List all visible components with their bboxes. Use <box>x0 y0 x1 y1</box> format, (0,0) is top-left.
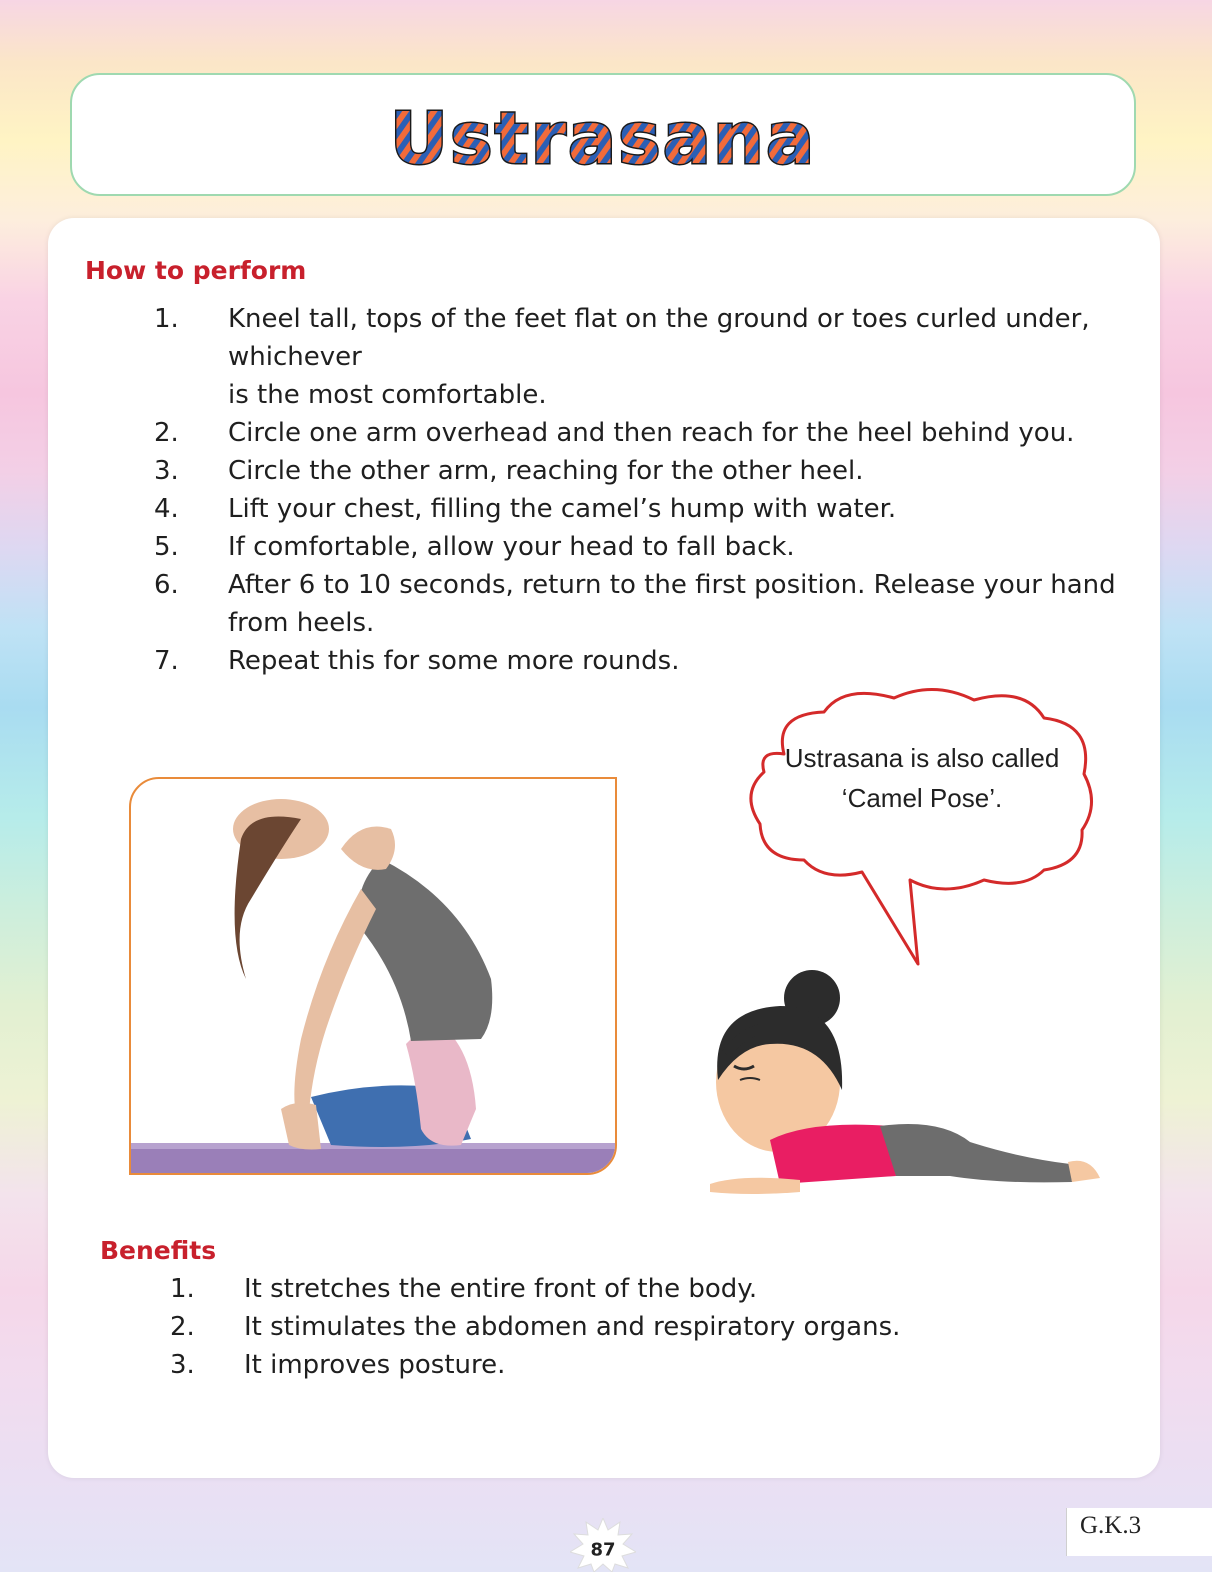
book-label: G.K.3 <box>1080 1512 1142 1539</box>
camel-pose-photo <box>129 777 617 1175</box>
list-item: 7. Repeat this for some more rounds. <box>154 642 1154 680</box>
benefit-number: 2. <box>170 1312 195 1342</box>
benefit-number: 1. <box>170 1274 195 1304</box>
benefits-list <box>170 1270 1070 1384</box>
list-item: 5. If comfortable, allow your head to fall back. <box>154 528 1154 566</box>
step-number: 5. <box>154 532 179 562</box>
benefits-heading: Benefits <box>100 1236 217 1265</box>
bubble-text: Ustrasana is also called ‘Camel Pose’. <box>784 743 1060 813</box>
list-item: 2. It stimulates the abdomen and respiratory organs. <box>170 1308 1070 1346</box>
title-box <box>70 73 1136 196</box>
benefit-number: 3. <box>170 1350 195 1380</box>
list-item: 3. It improves posture. <box>170 1346 1070 1384</box>
step-number: 7. <box>154 646 179 676</box>
page-number: 87 <box>590 1539 616 1561</box>
page-title: Ustrasana <box>389 97 817 181</box>
list-item: 1. It stretches the entire front of the body. <box>170 1270 1070 1308</box>
list-item: 6. After 6 to 10 seconds, return to the first position. Release your hand from heels. <box>154 566 1154 642</box>
how-to-heading: How to perform <box>85 256 307 285</box>
step-number: 3. <box>154 456 179 486</box>
camel-pose-figure <box>131 779 617 1175</box>
step-number: 2. <box>154 418 179 448</box>
list-item: 3. Circle the other arm, reaching for the other heel. <box>154 452 1154 490</box>
step-number: 6. <box>154 570 179 600</box>
title-lettering <box>72 75 1134 194</box>
step-number: 1. <box>154 304 179 334</box>
list-item: 4. Lift your chest, filling the camel’s hump with water. <box>154 490 1154 528</box>
cartoon-girl-illustration <box>700 970 1110 1202</box>
speech-bubble <box>744 684 1100 966</box>
step-number: 4. <box>154 494 179 524</box>
list-item: 1. Kneel tall, tops of the feet flat on the ground or toes curled under, whichever is the most comfortable. <box>154 300 1154 414</box>
list-item: 2. Circle one arm overhead and then reach for the heel behind you. <box>154 414 1154 452</box>
steps-list <box>154 300 1154 680</box>
